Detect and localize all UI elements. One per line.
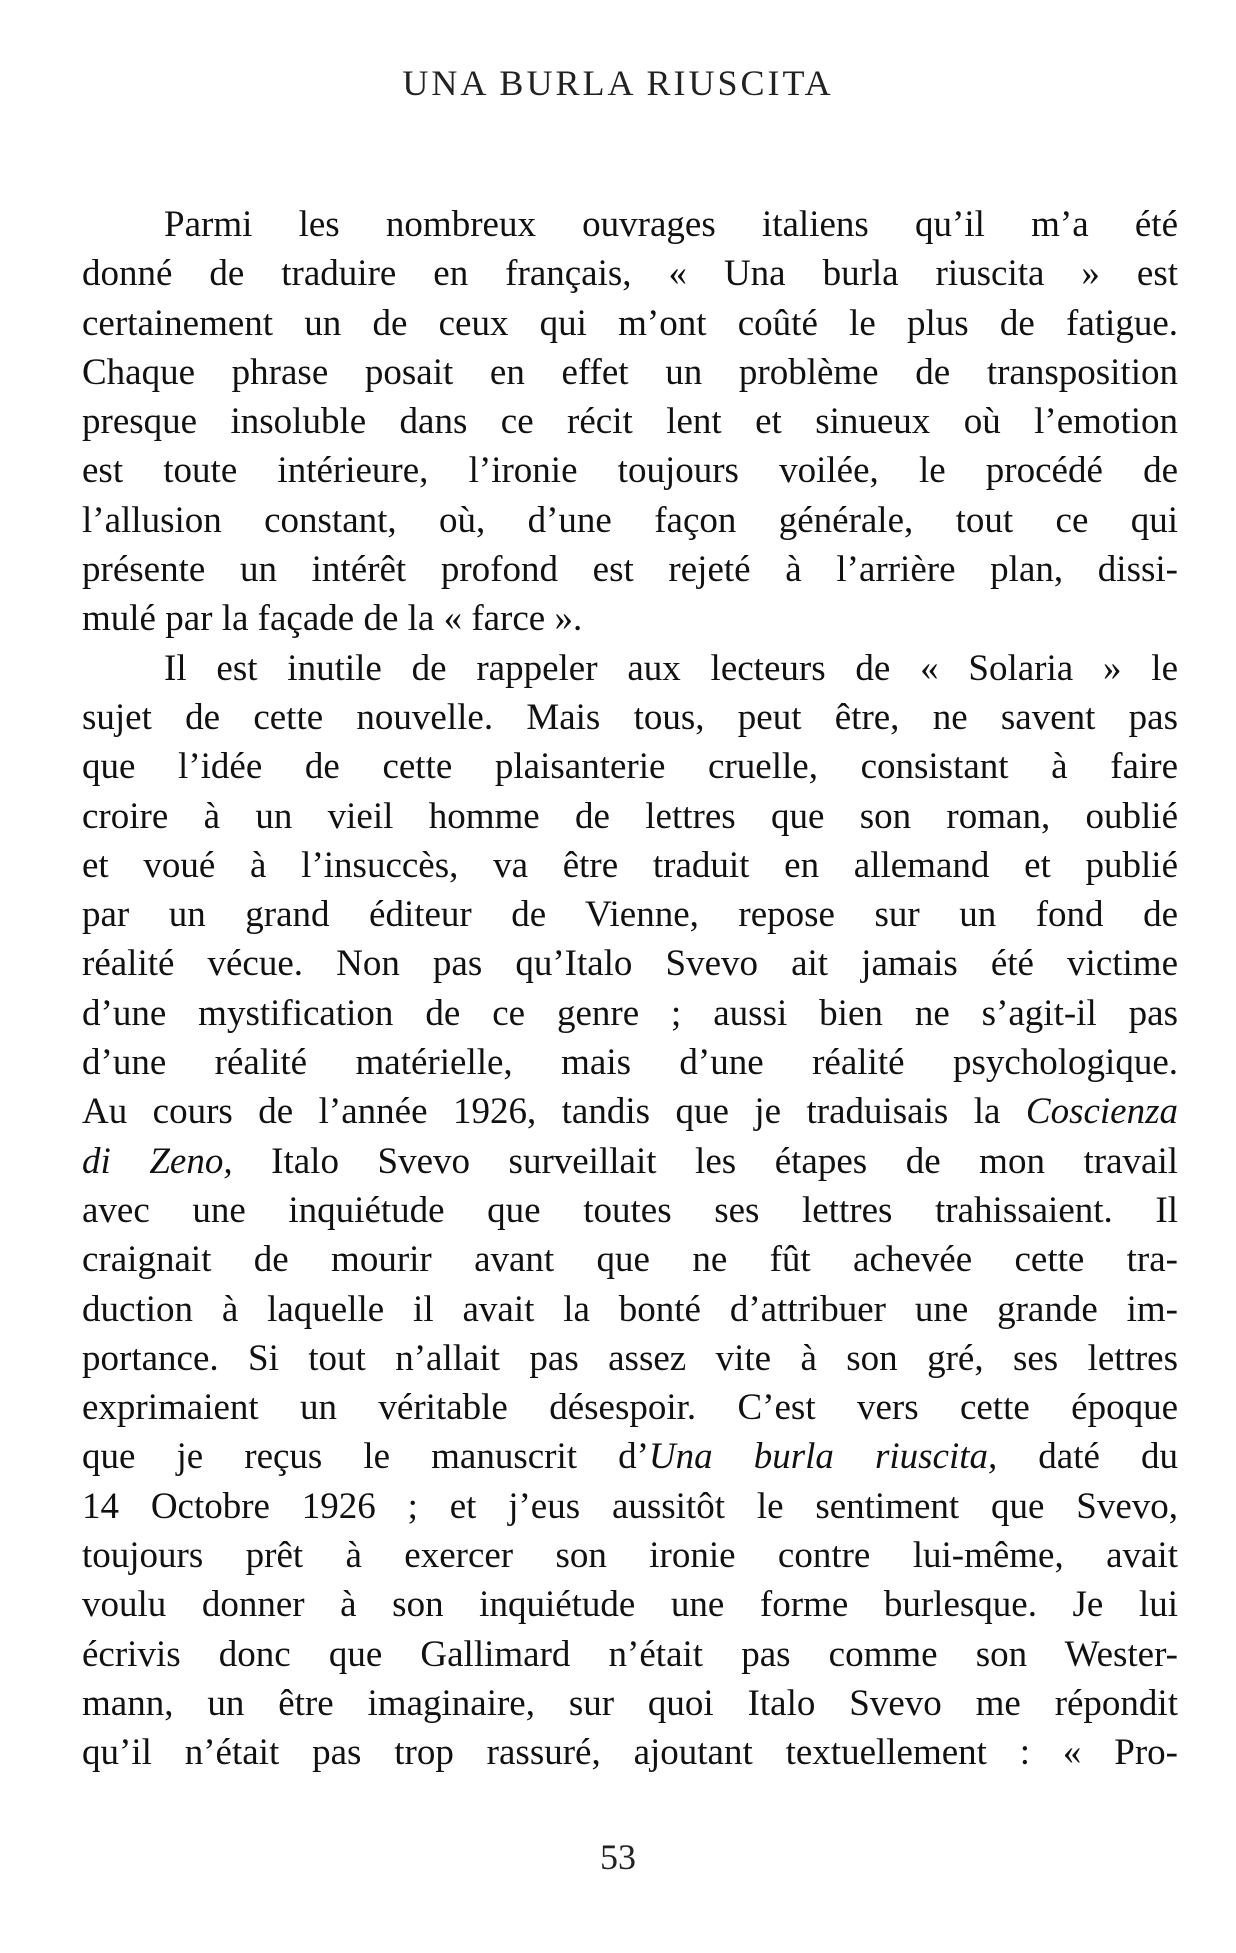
text-segment: certainement un de ceux qui m’ont coûté le plus de fatigue. [82, 302, 1178, 344]
text-segment: Chaque phrase posait en effet un problème de transposition [82, 351, 1178, 393]
text-segment: donné de traduire en français, « Una burla riuscita » est [82, 253, 1178, 295]
text-segment: Italo Svevo surveillait les étapes de mon travail [232, 1140, 1178, 1182]
text-line [82, 496, 1178, 545]
text-line [82, 1285, 1178, 1334]
text-line [82, 1728, 1178, 1777]
text-segment: craignait de mourir avant que ne fût achevée cette tra- [82, 1239, 1178, 1281]
text-line [82, 1334, 1178, 1383]
text-segment: par un grand éditeur de Vienne, repose sur un fond de [82, 894, 1178, 936]
text-segment: Au cours de l’année 1926, tandis que je traduisais la [82, 1091, 1026, 1133]
text-line [82, 693, 1178, 742]
text-segment: toujours prêt à exercer son ironie contre lui-même, avait [82, 1535, 1178, 1577]
text-segment: avec une inquiétude que toutes ses lettres trahissaient. Il [82, 1189, 1178, 1231]
text-segment: écrivis donc que Gallimard n’était pas comme son Wester- [82, 1633, 1178, 1675]
text-segment: daté du [997, 1436, 1178, 1478]
text-segment: exprimaient un véritable désespoir. C’est vers cette époque [82, 1387, 1178, 1429]
text-segment: Parmi les nombreux ouvrages italiens qu’il m’a été [164, 204, 1178, 245]
text-segment: mulé par la façade de la « farce ». [82, 598, 583, 640]
text-segment: croire à un vieil homme de lettres que son roman, oublié [82, 795, 1178, 837]
text-line [82, 249, 1178, 298]
text-line [82, 841, 1178, 890]
text-line [82, 594, 1178, 643]
text-line [82, 989, 1178, 1038]
text-line [82, 1186, 1178, 1235]
text-segment: réalité vécue. Non pas qu’Italo Svevo ait jamais été victime [82, 943, 1178, 985]
text-line [82, 1383, 1178, 1432]
text-line [82, 545, 1178, 594]
text-segment: duction à laquelle il avait la bonté d’attribuer une grande im- [82, 1288, 1178, 1330]
text-segment: que l’idée de cette plaisanterie cruelle, consistant à faire [82, 746, 1178, 788]
text-line [82, 1432, 1178, 1481]
text-line [82, 1630, 1178, 1679]
text-line [82, 1087, 1178, 1136]
text-line [82, 200, 1178, 249]
text-segment: d’une mystification de ce genre ; aussi bien ne s’agit-il pas [82, 992, 1178, 1034]
italic-title: Coscienza [1025, 1091, 1178, 1133]
text-segment: est toute intérieure, l’ironie toujours voilée, le procédé de [82, 450, 1178, 492]
text-line [82, 792, 1178, 841]
text-line [82, 742, 1178, 791]
text-line [82, 299, 1178, 348]
text-line [82, 890, 1178, 939]
text-segment: portance. Si tout n’allait pas assez vite à son gré, ses lettres [82, 1337, 1178, 1379]
text-segment: d’une réalité matérielle, mais d’une réalité psychologique. [82, 1042, 1178, 1084]
italic-title: di Zeno, [82, 1140, 233, 1182]
text-segment: l’allusion constant, où, d’une façon générale, tout ce qui [82, 499, 1178, 541]
text-line [82, 1531, 1178, 1580]
italic-title: Una burla riuscita, [648, 1436, 998, 1478]
text-line [82, 1580, 1178, 1629]
text-line [82, 939, 1178, 988]
text-segment: presque insoluble dans ce récit lent et sinueux où l’emotion [82, 401, 1178, 443]
text-segment: que je reçus le manuscrit d’ [82, 1436, 649, 1478]
text-line [82, 1679, 1178, 1728]
text-line [82, 1482, 1178, 1531]
text-line [82, 644, 1178, 693]
text-segment: voulu donner à son inquiétude une forme burlesque. Je lui [82, 1584, 1178, 1626]
page-number: 53 [600, 1837, 636, 1877]
text-segment: sujet de cette nouvelle. Mais tous, peut être, ne savent pas [82, 696, 1178, 738]
text-segment: et voué à l’insuccès, va être traduit en allemand et publié [82, 844, 1178, 886]
text-line [82, 1235, 1178, 1284]
text-line [82, 348, 1178, 397]
text-line [82, 397, 1178, 446]
text-line [82, 1137, 1178, 1186]
text-segment: présente un intérêt profond est rejeté à l’arrière plan, dissi- [82, 549, 1178, 591]
running-head: UNA BURLA RIUSCITA [402, 63, 834, 103]
text-segment: mann, un être imaginaire, sur quoi Italo Svevo me répondit [82, 1682, 1178, 1724]
body-text [82, 200, 1178, 1778]
text-segment: 14 Octobre 1926 ; et j’eus aussitôt le sentiment que Svevo, [82, 1485, 1178, 1527]
text-line [82, 1038, 1178, 1087]
text-line [82, 446, 1178, 495]
text-segment: qu’il n’était pas trop rassuré, ajoutant textuellement : « Pro- [82, 1732, 1178, 1774]
text-segment: Il est inutile de rappeler aux lecteurs de « Solaria » le [164, 647, 1178, 689]
